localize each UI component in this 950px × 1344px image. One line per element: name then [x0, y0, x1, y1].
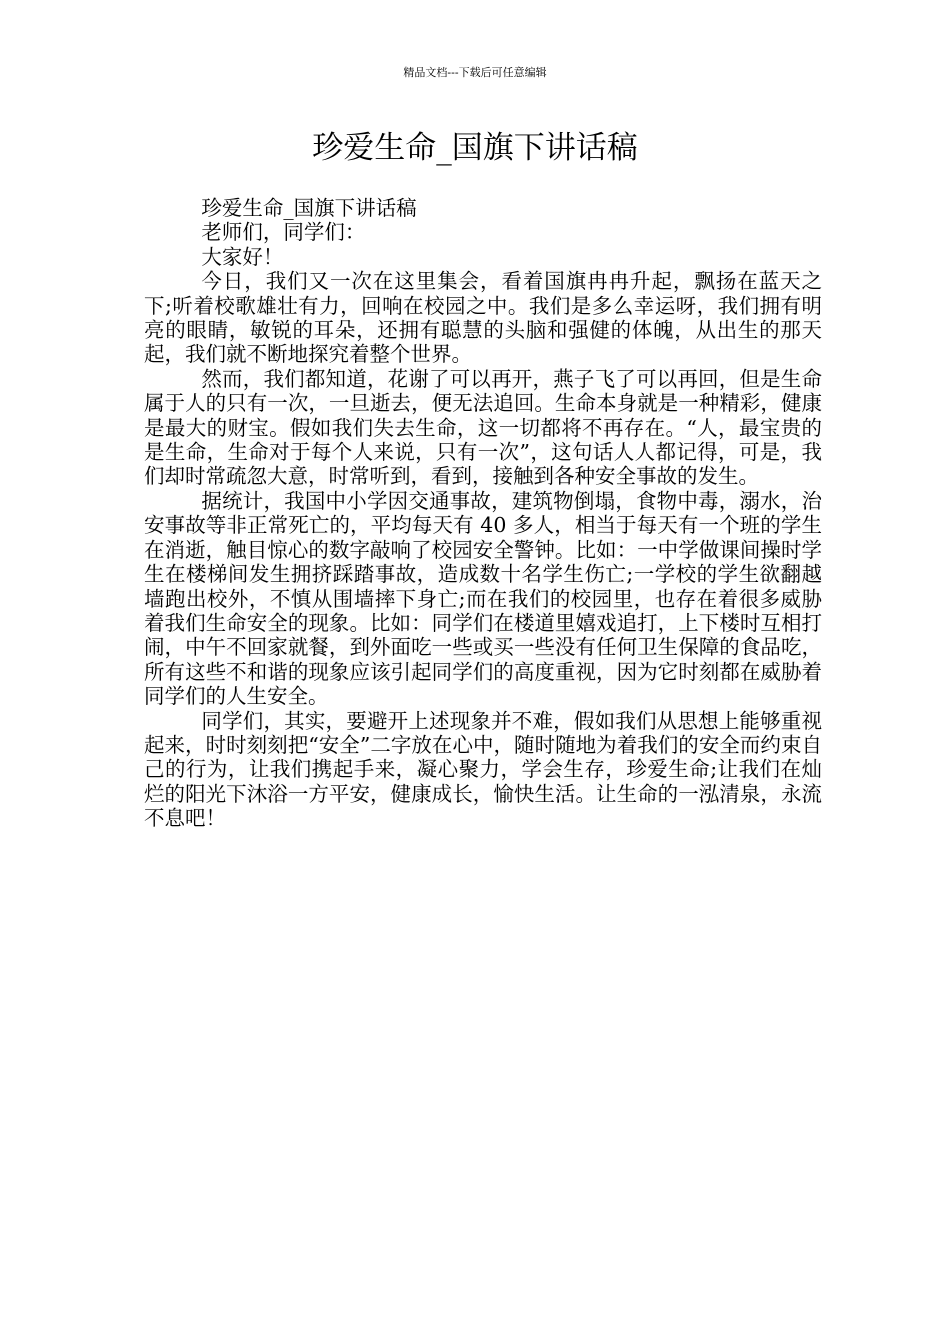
- page-header: 精品文档---下载后可任意编辑: [403, 66, 547, 79]
- paragraph-greeting-teachers: 老师们，同学们：: [201, 220, 366, 245]
- paragraph-subtitle: 珍爱生命_国旗下讲话稿: [201, 196, 417, 220]
- paragraph-4: 同学们，其实，要避开上述现象并不难，假如我们从思想上能够重视起来，时时刻刻把“安全”二字放在心中，随时随地为着我们的安全而约束自己的行为，让我们携起手来，凝心聚力，学会生存，珍爱生命;让我们在灿烂的阳光下沐浴一方平安，健康成长，愉快生活。让生命的一泓清泉，永流不息吧！: [144, 708, 822, 831]
- paragraph-2: 然而，我们都知道，花谢了可以再开，燕子飞了可以再回，但是生命属于人的只有一次，一旦逝去，便无法追回。生命本身就是一种精彩，健康是最大的财宝。假如我们失去生命，这一切都将不再存在。“人，最宝贵的是生命，生命对于每个人来说，只有一次”，这句话人人都记得，可是，我们却时常疏忽大意，时常听到，看到，接触到各种安全事故的发生。: [144, 366, 822, 489]
- paragraph-1: 今日，我们又一次在这里集会，看着国旗冉冉升起，飘扬在蓝天之下;听着校歌雄壮有力，回响在校园之中。我们是多么幸运呀，我们拥有明亮的眼睛，敏锐的耳朵，还拥有聪慧的头脑和强健的体魄，从出生的那天起，我们就不断地探究着整个世界。: [144, 269, 822, 367]
- paragraph-3: 据统计，我国中小学因交通事故，建筑物倒塌，食物中毒，溺水，治安事故等非正常死亡的，平均每天有 40 多人，相当于每天有一个班的学生在消逝，触目惊心的数字敲响了校园安全警钟。比如：一中学做课间操时学生在楼梯间发生拥挤踩踏事故，造成数十名学生伤亡;一学校的学生欲翻越墙跑出校外，不慎从围墙摔下身亡;而在我们的校园里，也存在着很多威胁着我们生命安全的现象。比如：同学们在楼道里嬉戏追打，上下楼时互相打闹，中午不回家就餐，到外面吃一些或买一些没有任何卫生保障的食品吃，所有这些不和谐的现象应该引起同学们的高度重视，因为它时刻都在威胁着同学们的人生安全。: [144, 488, 822, 709]
- paragraph-greeting-all: 大家好！: [201, 244, 284, 269]
- document-body: [144, 196, 822, 831]
- document-title: 珍爱生命_国旗下讲话稿: [312, 130, 638, 166]
